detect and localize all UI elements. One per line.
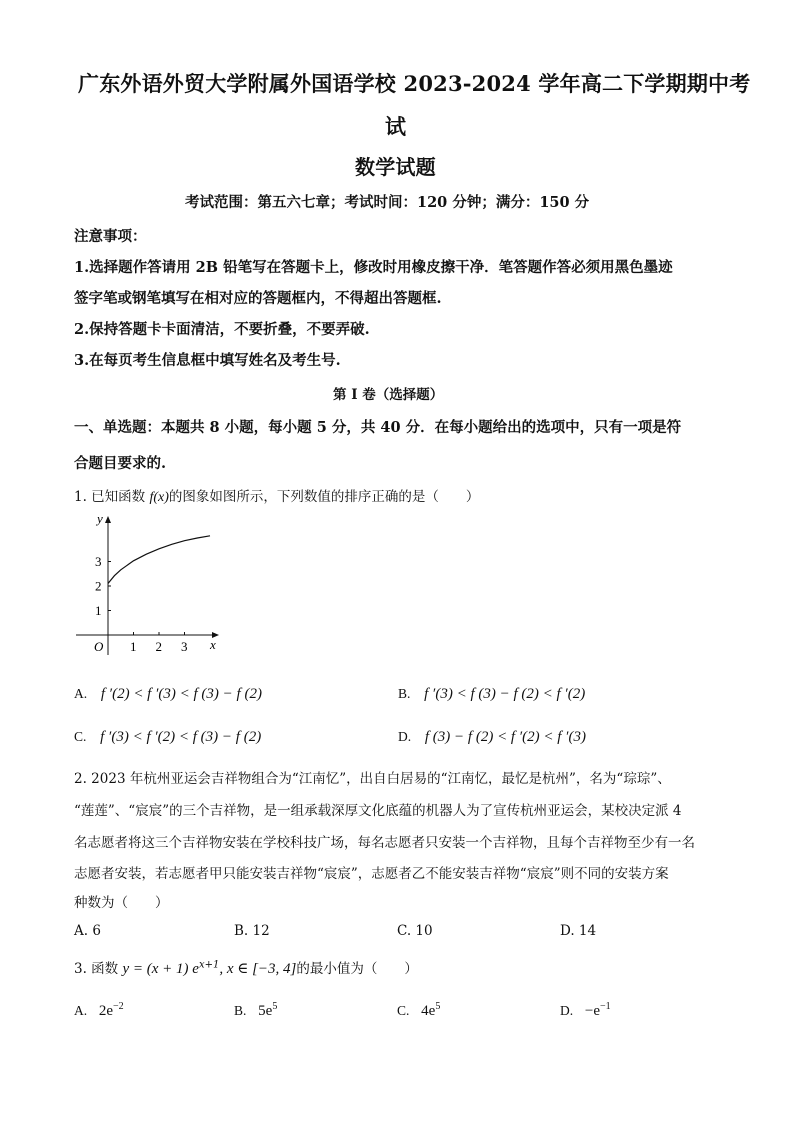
q1-option-d[interactable] xyxy=(398,729,586,746)
q2-line3: 名志愿者将这三个吉祥物安装在学校科技广场，每名志愿者只安装一个吉祥物，且每个吉祥物至少有一名 xyxy=(74,835,695,851)
q3-option-b-base: 5e xyxy=(258,1003,273,1019)
y-tick-label: 2 xyxy=(95,578,102,594)
q3-option-a[interactable] xyxy=(74,1001,124,1020)
exam-title-line1: 广东外语外贸大学附属外国语学校 2023-2024 学年高二下学期期中考 xyxy=(78,71,751,96)
q2-option-c[interactable]: C. 10 xyxy=(397,923,433,939)
x-tick-label: 1 xyxy=(130,639,137,654)
q1-option-c[interactable] xyxy=(74,729,261,746)
q3-expr-exponent: x+1 xyxy=(198,959,220,971)
q3-option-d-label: D. xyxy=(560,1003,574,1018)
q1-stem-prefix: 1. 已知函数 xyxy=(74,489,150,505)
q3-suffix: 的最小值为（ ） xyxy=(296,961,418,977)
y-axis-label: y xyxy=(97,511,103,526)
exam-title-line2: 试 xyxy=(385,114,407,139)
x-tick-label: 2 xyxy=(155,639,162,654)
exam-info: 考试范围：第五六七章；考试时间：120 分钟；满分：150 分 xyxy=(185,194,590,211)
q1-option-a-expr: f ′(2) < f ′(3) < f (3) − f (2) xyxy=(100,686,262,702)
notes-heading: 注意事项： xyxy=(74,228,147,245)
note-1-line1: 1.选择题作答请用 2B 铅笔写在答题卡上，修改时用橡皮擦干净．笔答题作答必须用黑色墨迹 xyxy=(74,259,673,276)
x-tick-label: 3 xyxy=(181,639,188,654)
q1-option-d-label: D. xyxy=(398,729,412,744)
origin-label: O xyxy=(94,639,104,654)
part1-instructions-line2: 合题目要求的. xyxy=(74,455,167,472)
q1-option-a-label: A. xyxy=(74,686,88,701)
q3-option-c-base: 4e xyxy=(421,1003,436,1019)
note-1-line2: 签字笔或钢笔填写在相对应的答题框内，不得超出答题框. xyxy=(74,290,442,307)
function-curve xyxy=(108,536,210,584)
q3-option-c-label: C. xyxy=(397,1003,410,1018)
q1-stem xyxy=(74,485,479,506)
note-2: 2.保持答题卡卡面清洁，不要折叠，不要弄破. xyxy=(74,321,370,338)
y-tick-label: 1 xyxy=(95,603,102,618)
q1-stem-suffix: 的图象如图所示，下列数值的排序正确的是（ ） xyxy=(168,489,480,505)
q3-option-d-base: −e xyxy=(584,1003,600,1019)
q3-option-a-base: 2e xyxy=(98,1003,114,1019)
q2-option-a[interactable]: A. 6 xyxy=(74,923,101,939)
q3-stem xyxy=(74,957,418,978)
q3-expr-domain: , x ∈ [−3, 4] xyxy=(219,961,297,977)
q1-option-c-expr: f ′(3) < f ′(2) < f (3) − f (2) xyxy=(100,729,262,745)
q1-option-b[interactable] xyxy=(398,686,585,703)
q1-option-b-label: B. xyxy=(398,686,411,701)
q1-option-c-label: C. xyxy=(74,729,87,744)
note-3: 3.在每页考生信息框中填写姓名及考生号. xyxy=(74,352,341,369)
x-axis-label: x xyxy=(210,637,216,652)
subject-title: 数学试题 xyxy=(355,155,436,179)
q3-option-b-exponent: 5 xyxy=(272,1001,278,1012)
q3-option-d-exponent: −1 xyxy=(600,1001,611,1012)
part1-instructions-line1: 一、单选题：本题共 8 小题，每小题 5 分，共 40 分．在每小题给出的选项中，只有一项是符 xyxy=(74,419,682,436)
q1-option-d-expr: f (3) − f (2) < f ′(2) < f ′(3) xyxy=(424,729,586,745)
volume-title: 第 I 卷（选择题） xyxy=(333,387,444,403)
q3-option-a-label: A. xyxy=(74,1003,88,1018)
q1-function-graph xyxy=(70,505,230,660)
q1-option-a[interactable] xyxy=(74,686,262,703)
q3-option-c-exponent: 5 xyxy=(435,1001,441,1012)
y-tick-label: 3 xyxy=(95,554,102,569)
q3-option-b-label: B. xyxy=(234,1003,247,1018)
q1-function: f(x) xyxy=(149,490,169,505)
q1-option-b-expr: f ′(3) < f (3) − f (2) < f ′(2) xyxy=(424,686,586,702)
q2-line4: 志愿者安装，若志愿者甲只能安装吉祥物“宸宸”，志愿者乙不能安装吉祥物“宸宸”则不同的安装方案 xyxy=(74,866,669,882)
q3-prefix: 3. 函数 xyxy=(74,961,123,977)
q2-line1: 2. 2023 年杭州亚运会吉祥物组合为“江南忆”，出自白居易的“江南忆，最忆是杭州”，名为“琮琮”、 xyxy=(74,771,671,787)
q2-option-b[interactable]: B. 12 xyxy=(234,923,270,939)
q3-option-a-exponent: −2 xyxy=(113,1001,124,1012)
q2-line2: “莲莲”、“宸宸”的三个吉祥物，是一组承载深厚文化底蕴的机器人为了宣传杭州亚运会，某校决定派 4 xyxy=(74,803,682,819)
q3-option-c[interactable] xyxy=(397,1001,440,1020)
q3-expr-main: y = (x + 1) e xyxy=(122,961,199,977)
q3-option-b[interactable] xyxy=(234,1001,277,1020)
q3-option-d[interactable] xyxy=(560,1001,611,1020)
q2-line5: 种数为（ ） xyxy=(74,895,169,911)
q2-option-d[interactable]: D. 14 xyxy=(560,923,597,939)
